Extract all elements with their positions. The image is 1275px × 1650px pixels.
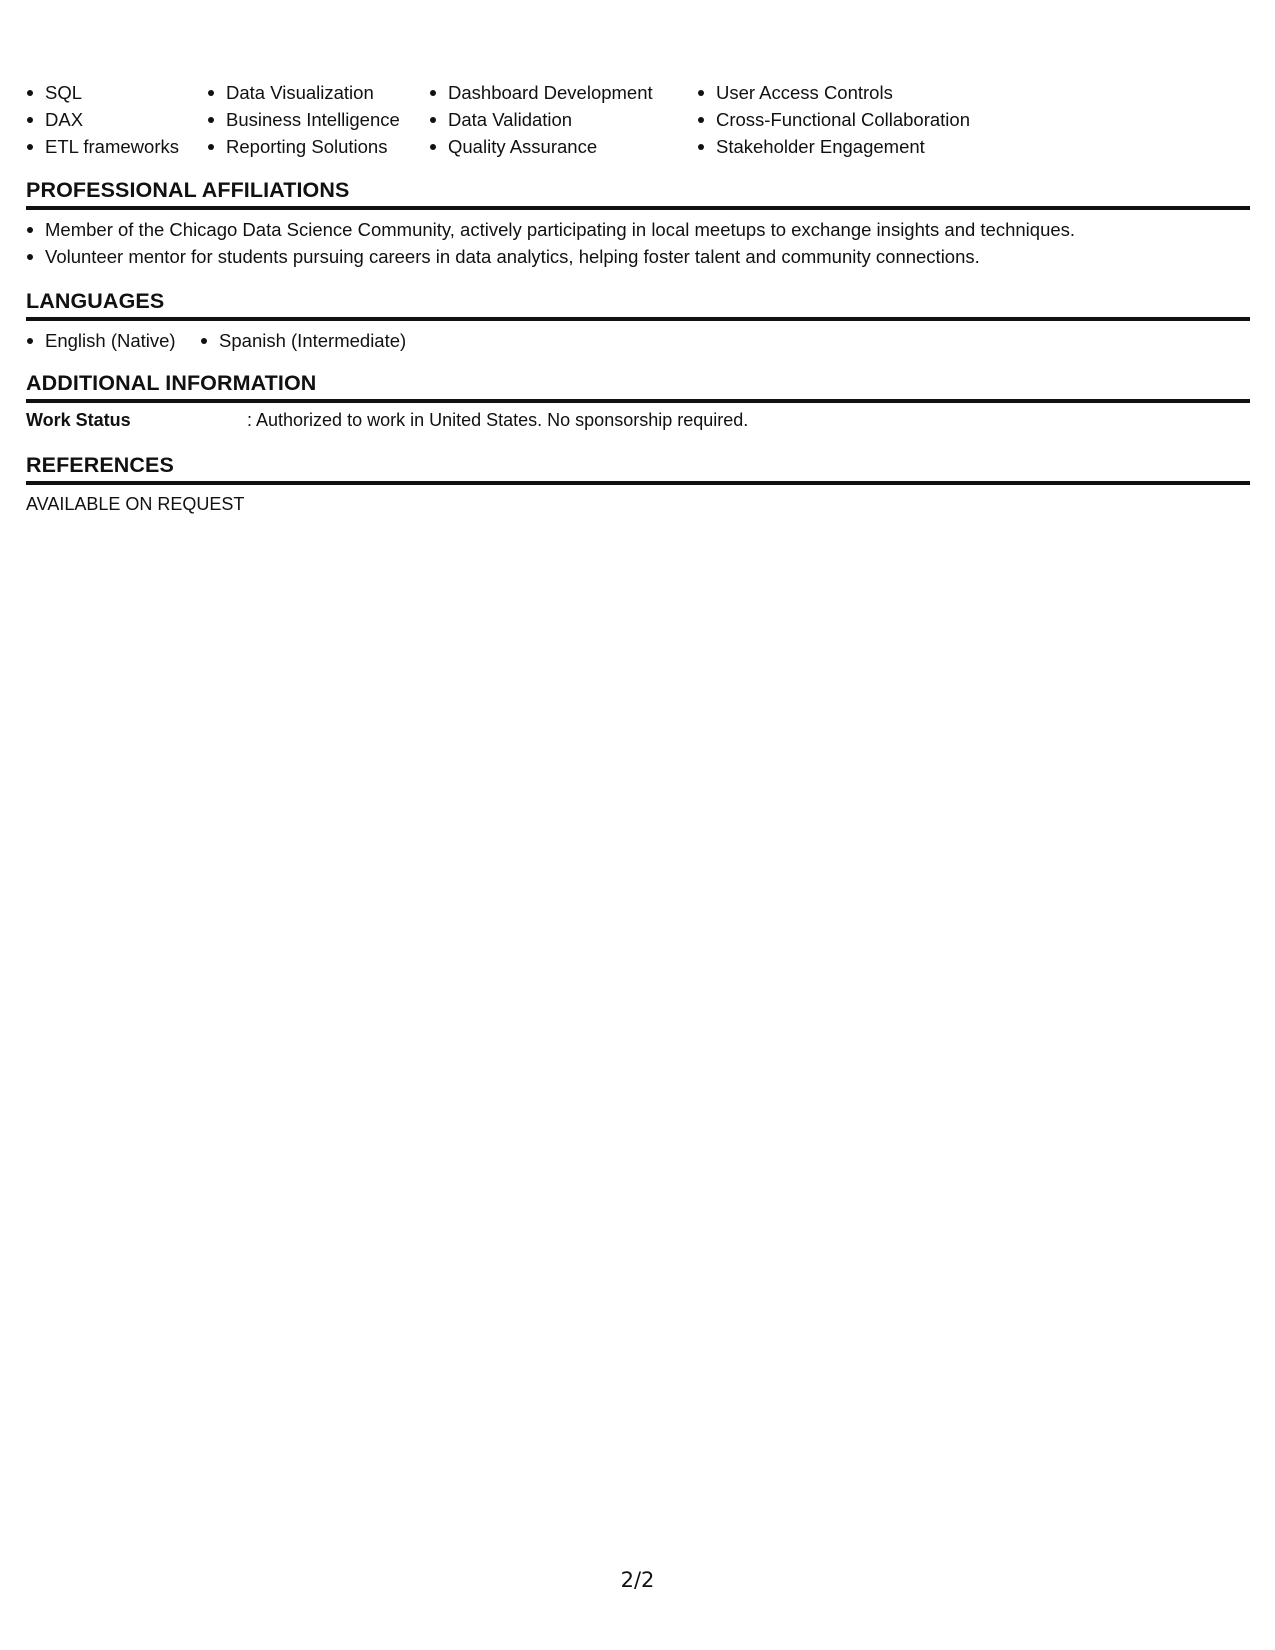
language-item: Spanish (Intermediate) xyxy=(200,327,406,354)
references-text: AVAILABLE ON REQUEST xyxy=(26,494,245,514)
skill-item: Stakeholder Engagement xyxy=(697,133,970,160)
language-item: English (Native) xyxy=(26,327,176,354)
additional-info-section xyxy=(26,370,1250,433)
section-divider xyxy=(26,481,1250,485)
skills-column-1 xyxy=(26,79,179,160)
section-divider xyxy=(26,399,1250,403)
skill-item: ETL frameworks xyxy=(26,133,179,160)
list-item: Member of the Chicago Data Science Community, actively participating in local meetups to exchange insights and techniques. xyxy=(26,216,1250,243)
list-item: Volunteer mentor for students pursuing careers in data analytics, helping foster talent and community connections. xyxy=(26,243,1250,270)
page-number: 2/2 xyxy=(620,1568,655,1592)
work-status-label: Work Status xyxy=(26,410,131,430)
references-section xyxy=(26,452,1250,517)
skill-item: DAX xyxy=(26,106,179,133)
section-heading: PROFESSIONAL AFFILIATIONS xyxy=(26,178,350,202)
skills-column-2 xyxy=(207,79,400,160)
skill-item: SQL xyxy=(26,79,179,106)
skill-item: Cross-Functional Collaboration xyxy=(697,106,970,133)
section-divider xyxy=(26,206,1250,210)
skill-item: Quality Assurance xyxy=(429,133,653,160)
section-divider xyxy=(26,317,1250,321)
section-heading: LANGUAGES xyxy=(26,289,165,313)
skills-column-4 xyxy=(697,79,970,160)
work-status-row xyxy=(26,407,1250,433)
skill-item: User Access Controls xyxy=(697,79,970,106)
languages-section xyxy=(26,288,1250,354)
skills-column-3 xyxy=(429,79,653,160)
affiliations-list xyxy=(26,216,1250,270)
skill-item: Dashboard Development xyxy=(429,79,653,106)
section-heading: ADDITIONAL INFORMATION xyxy=(26,371,317,395)
skill-item: Business Intelligence xyxy=(207,106,400,133)
work-status-value: : Authorized to work in United States. No sponsorship required. xyxy=(247,410,749,430)
languages-list xyxy=(26,327,1250,354)
skill-item: Data Validation xyxy=(429,106,653,133)
affiliations-section xyxy=(26,177,1250,270)
skills-grid xyxy=(26,79,1250,163)
skill-item: Reporting Solutions xyxy=(207,133,400,160)
section-heading: REFERENCES xyxy=(26,453,174,477)
skill-item: Data Visualization xyxy=(207,79,400,106)
